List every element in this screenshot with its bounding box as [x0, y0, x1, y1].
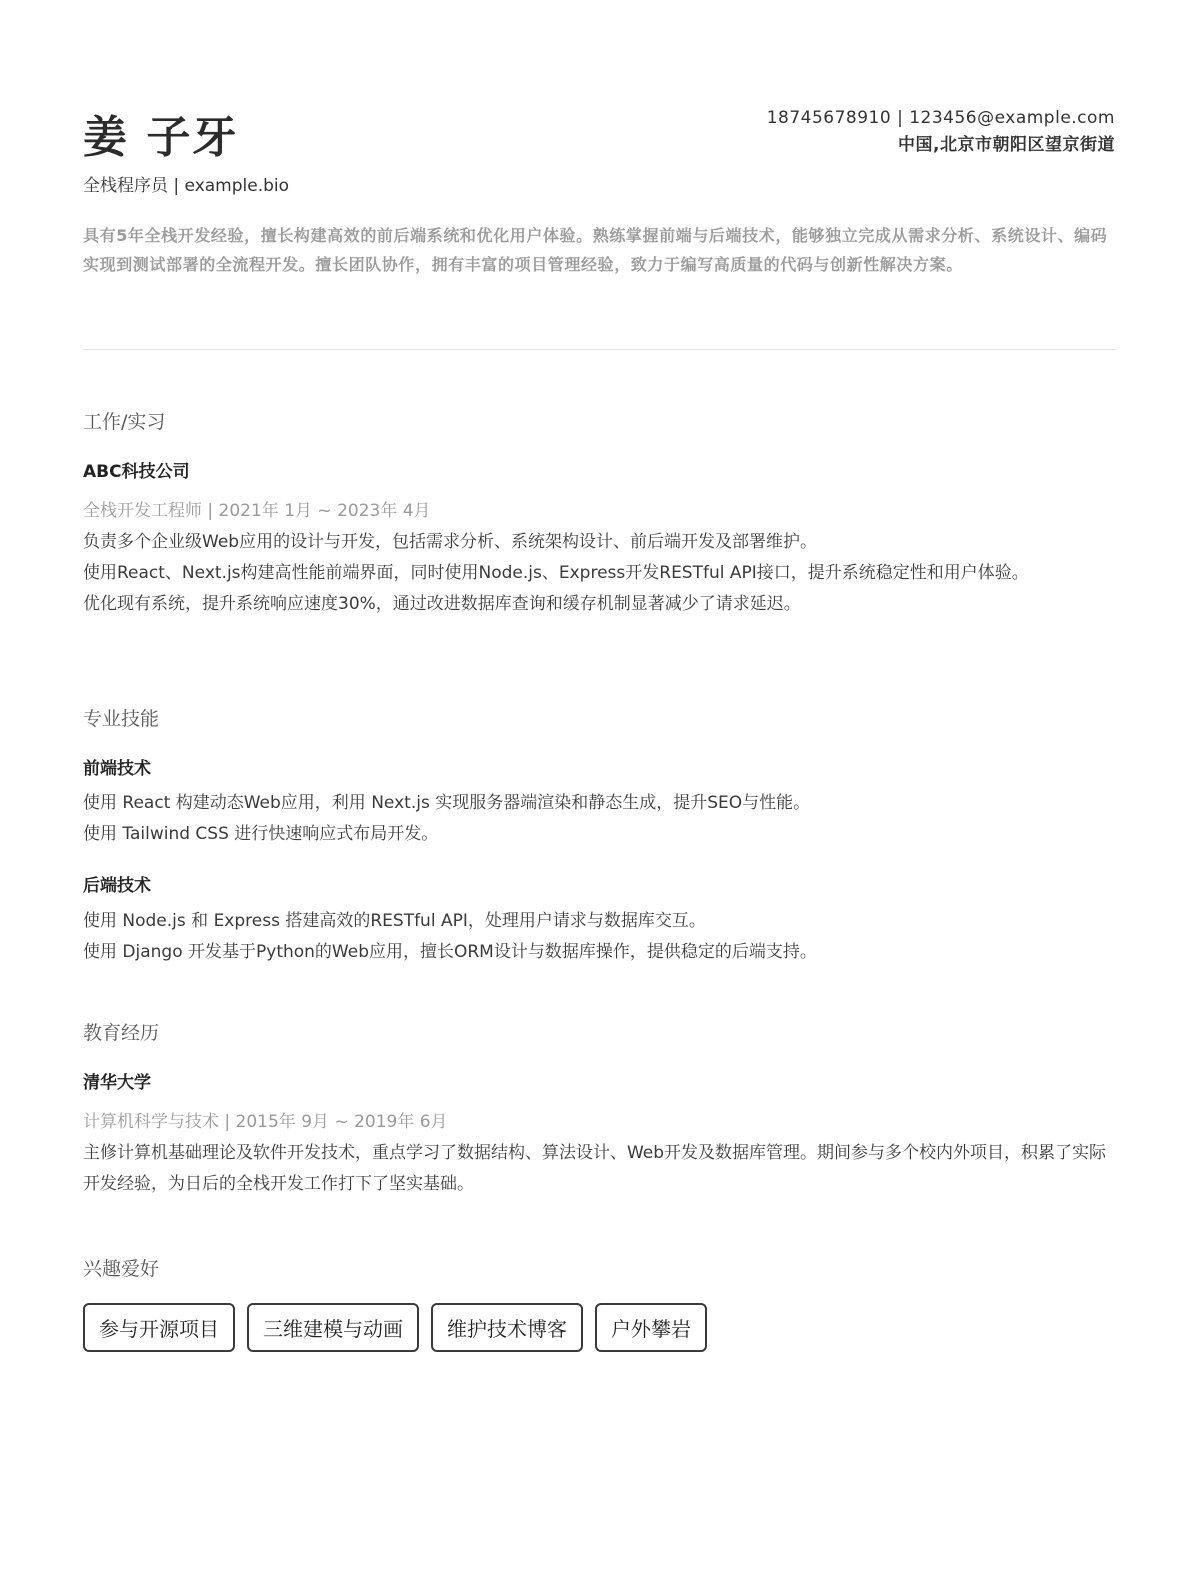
work-line: 优化现有系统，提升系统响应速度30%，通过改进数据库查询和缓存机制显著减少了请求延迟。	[83, 594, 801, 614]
candidate-role: 全栈程序员 | example.bio	[83, 176, 290, 196]
address: 中国,北京市朝阳区望京街道	[898, 135, 1115, 155]
hobby-tag: 参与开源项目	[83, 1303, 235, 1352]
hobby-tag: 户外攀岩	[595, 1303, 707, 1352]
frontend-description	[83, 788, 1115, 850]
school-name: 清华大学	[83, 1073, 151, 1093]
hobby-tags	[83, 1303, 707, 1352]
skill-line: 使用 Django 开发基于Python的Web应用，擅长ORM设计与数据库操作，提供稳定的后端支持。	[83, 942, 817, 962]
skill-group-frontend: 前端技术	[83, 759, 151, 779]
skill-line: 使用 Tailwind CSS 进行快速响应式布局开发。	[83, 824, 439, 844]
section-title-skills: 专业技能	[83, 708, 160, 730]
work-line: 负责多个企业级Web应用的设计与开发，包括需求分析、系统架构设计、前后端开发及部署维护。	[83, 532, 818, 552]
backend-description	[83, 906, 1115, 968]
header-divider	[83, 349, 1115, 350]
resume-page	[83, 0, 1115, 1571]
hobby-tag: 维护技术博客	[431, 1303, 583, 1352]
section-title-education: 教育经历	[83, 1022, 160, 1044]
education-meta: 计算机科学与技术 | 2015年 9月 ~ 2019年 6月	[83, 1112, 448, 1132]
skill-line: 使用 React 构建动态Web应用，利用 Next.js 实现服务器端渲染和静态生成，提升SEO与性能。	[83, 793, 811, 813]
work-meta: 全栈开发工程师 | 2021年 1月 ~ 2023年 4月	[83, 501, 431, 521]
education-description: 主修计算机基础理论及软件开发技术，重点学习了数据结构、算法设计、Web开发及数据库管理。期间参与多个校内外项目，积累了实际开发经验，为日后的全栈开发工作打下了坚实基础。	[83, 1143, 1107, 1194]
contact-info: 18745678910 | 123456@example.com	[766, 108, 1115, 128]
section-title-hobbies: 兴趣爱好	[83, 1258, 160, 1280]
candidate-name: 姜 子牙	[83, 112, 239, 163]
section-title-work: 工作/实习	[83, 411, 166, 433]
skill-group-backend: 后端技术	[83, 876, 151, 896]
work-line: 使用React、Next.js构建高性能前端界面，同时使用Node.js、Express开发RESTful API接口，提升系统稳定性和用户体验。	[83, 563, 1029, 583]
skill-line: 使用 Node.js 和 Express 搭建高效的RESTful API，处理用户请求与数据库交互。	[83, 911, 706, 931]
hobby-tag: 三维建模与动画	[247, 1303, 419, 1352]
company-name: ABC科技公司	[83, 462, 190, 482]
work-description	[83, 527, 1115, 620]
resume-header	[83, 0, 1115, 200]
profile-summary: 具有5年全栈开发经验，擅长构建高效的前后端系统和优化用户体验。熟练掌握前端与后端技术，能够独立完成从需求分析、系统设计、编码实现到测试部署的全流程开发。擅长团队协作，拥有丰富的项目管理经验，致力于编写高质量的代码与创新性解决方案。	[83, 226, 1108, 274]
